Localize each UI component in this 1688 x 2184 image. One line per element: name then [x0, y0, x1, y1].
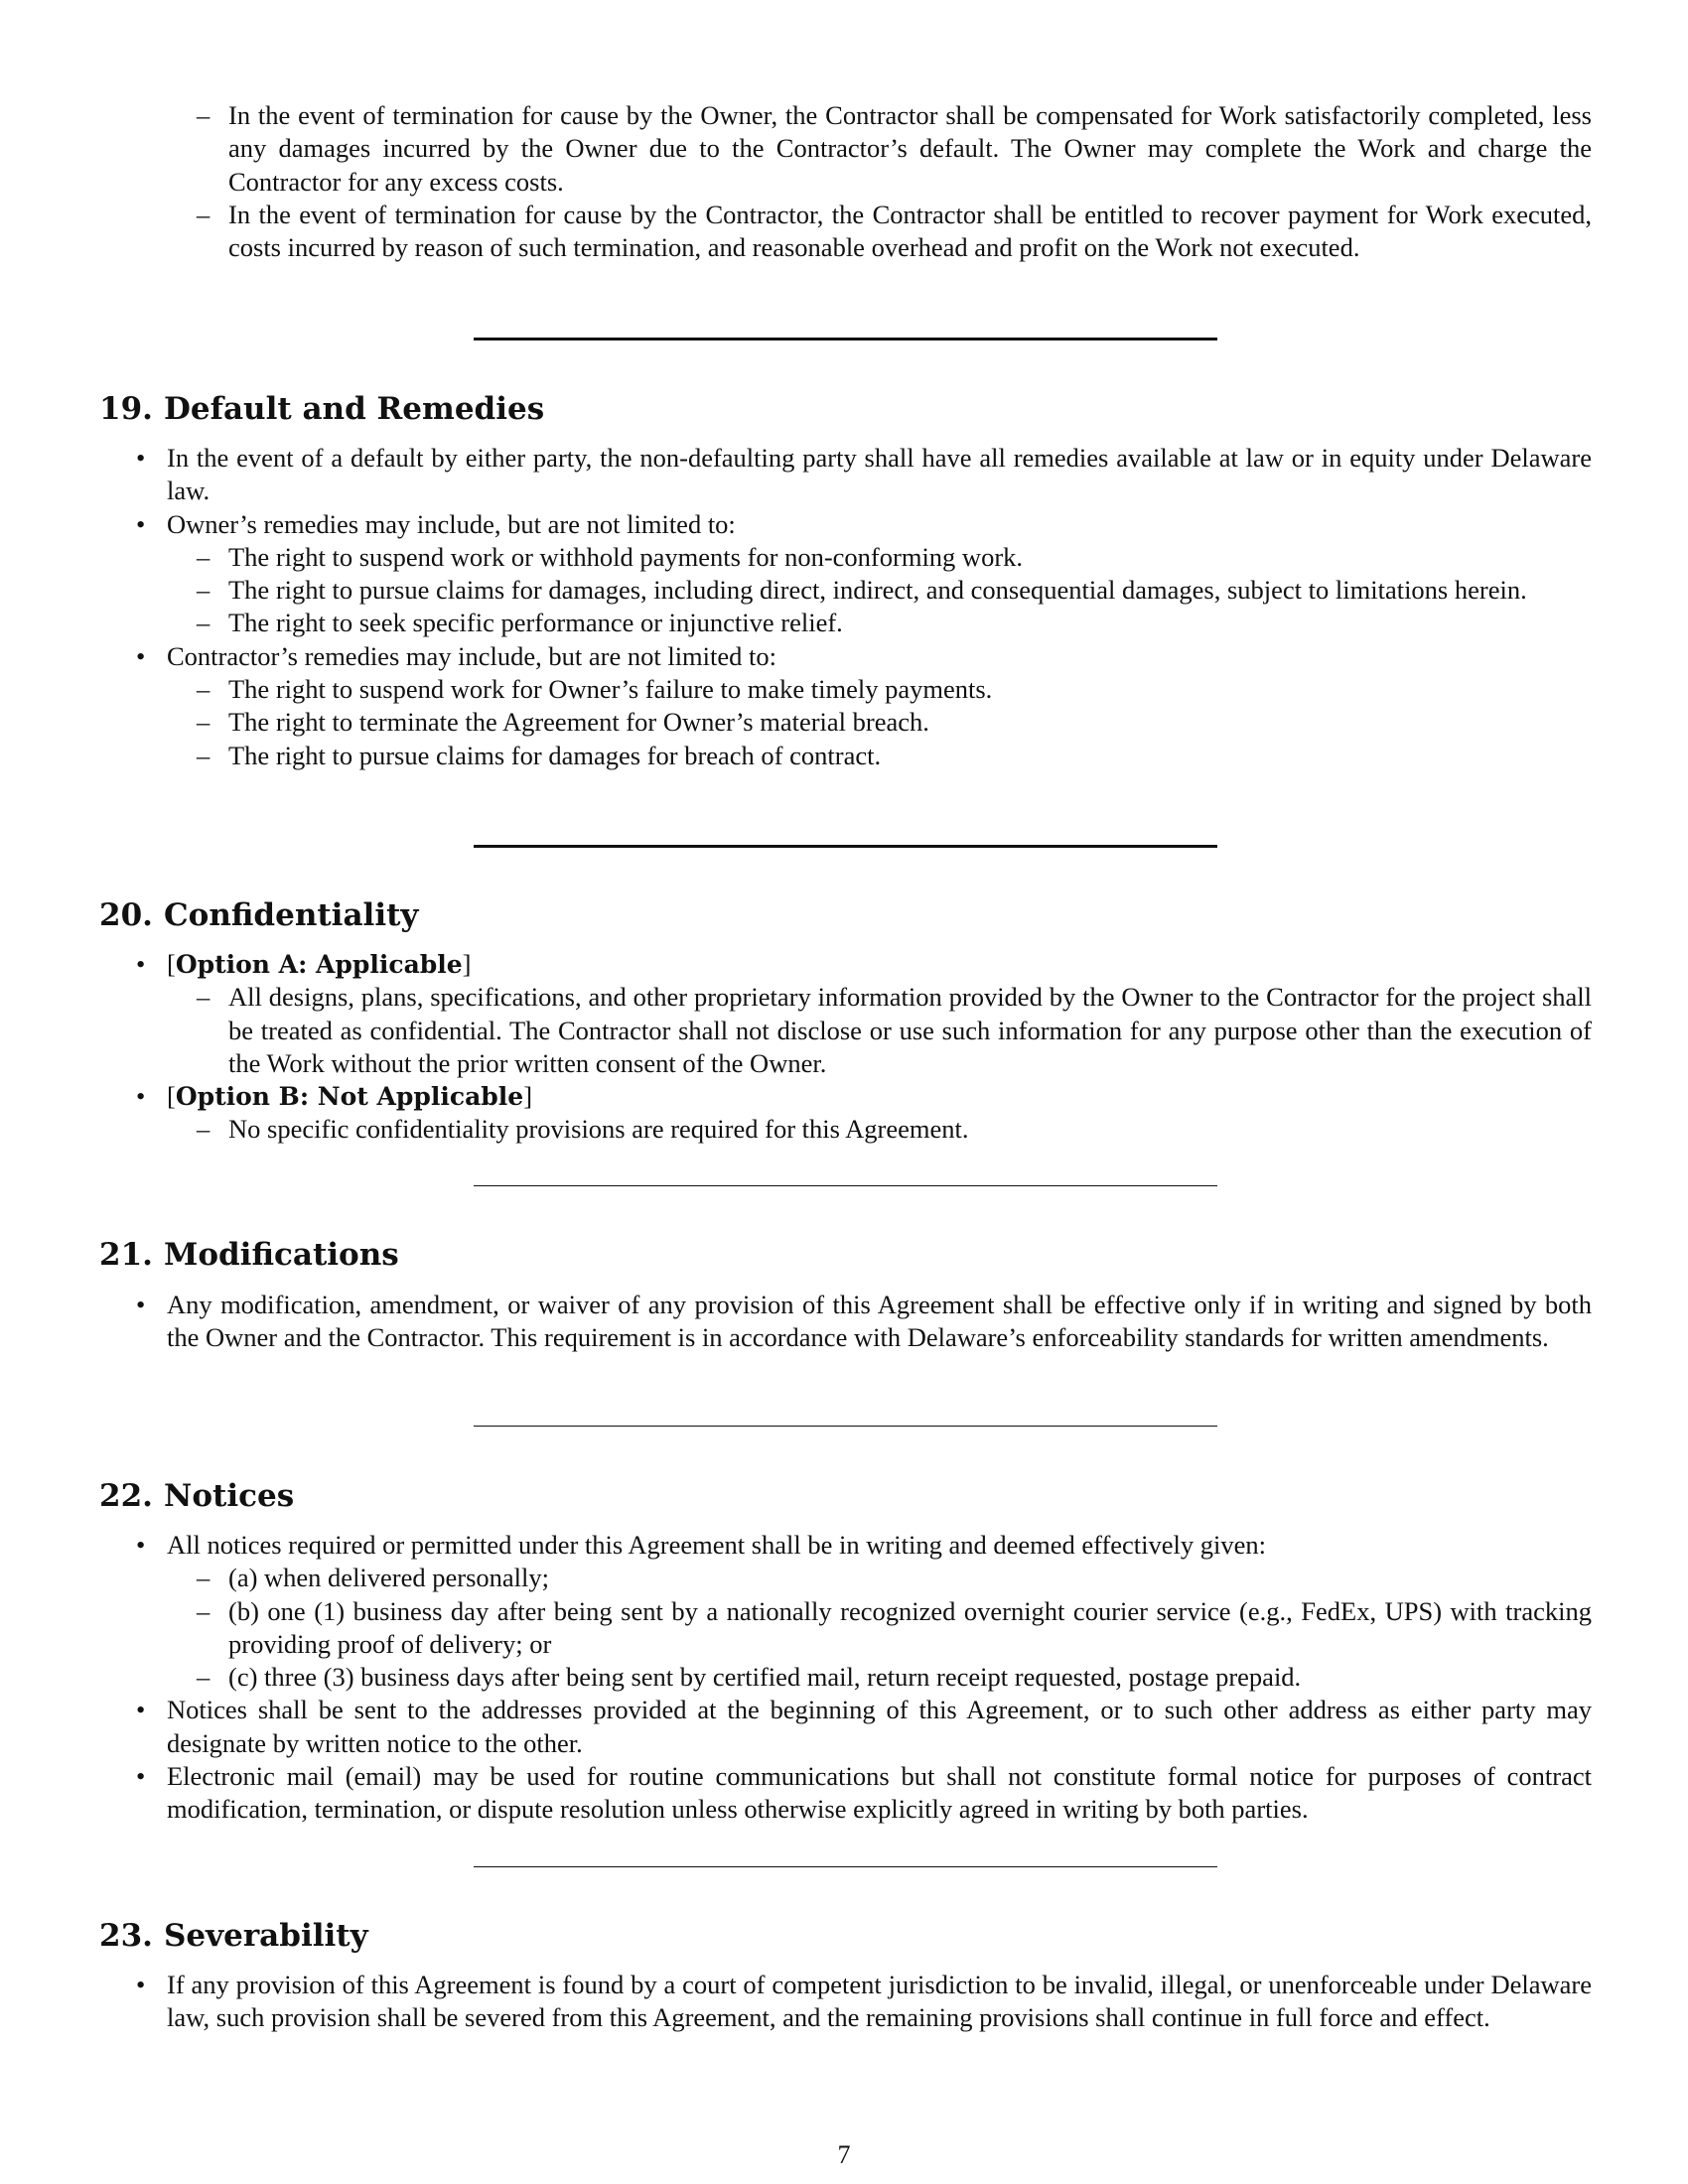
page-number: 7	[837, 2140, 851, 2169]
list-item: – No specific confidentiality provisions are required for this Agreement.	[99, 1113, 1592, 1146]
section-20-body	[99, 948, 1592, 1147]
list-item: – The right to suspend work or withhold payments for non-conforming work.	[99, 541, 1592, 574]
list-item: – (b) one (1) business day after being sent by a nationally recognized overnight courier service (e.g., FedEx, UPS) with tracking providing proof of delivery; or	[99, 1595, 1592, 1662]
section-divider	[474, 1185, 1217, 1186]
list-item: • If any provision of this Agreement is found by a court of competent jurisdiction to be invalid, illegal, or unenforceable under Delaware law, such provision shall be severed from this Agreement, and the remaining provisions shall continue in full force and effect.	[99, 1969, 1592, 2035]
section-divider	[474, 338, 1217, 341]
section-21-body	[99, 1289, 1592, 1355]
section-22-body	[99, 1529, 1592, 1827]
list-item: – All designs, plans, specifications, and other proprietary information provided by the Owner to the Contractor for the project shall be treated as confidential. The Contractor shall not disclose or use such information for any purpose other than the execution of the Work without the prior written consent of the Owner.	[99, 981, 1592, 1080]
list-item: • All notices required or permitted under this Agreement shall be in writing and deemed effectively given:	[99, 1529, 1592, 1562]
section-heading-20: 20. Confidentiality	[99, 897, 419, 933]
list-item: – In the event of termination for cause by the Owner, the Contractor shall be compensated for Work satisfactorily completed, less any damages incurred by the Owner due to the Contractor’s default. The Owner may complete the Work and charge the Contractor for any excess costs.	[99, 99, 1592, 199]
list-item: – In the event of termination for cause by the Contractor, the Contractor shall be entitled to recover payment for Work executed, costs incurred by reason of such termination, and reasonable overhead and profit on the Work not executed.	[99, 199, 1592, 265]
option-a-label: • [Option A: Applicable]	[99, 948, 1592, 981]
list-item: – The right to pursue claims for damages for breach of contract.	[99, 740, 1592, 772]
section-heading-21: 21. Modifications	[99, 1237, 399, 1273]
list-item: – The right to pursue claims for damages, including direct, indirect, and consequential damages, subject to limitations herein.	[99, 574, 1592, 607]
list-item: • In the event of a default by either party, the non-defaulting party shall have all remedies available at law or in equity under Delaware law.	[99, 442, 1592, 508]
option-b-label: • [Option B: Not Applicable]	[99, 1080, 1592, 1113]
section-19-body	[99, 442, 1592, 772]
list-item: – The right to suspend work for Owner’s failure to make timely payments.	[99, 673, 1592, 706]
section-heading-23: 23. Severability	[99, 1918, 368, 1954]
section-23-body	[99, 1969, 1592, 2035]
list-item: • Notices shall be sent to the addresses provided at the beginning of this Agreement, or to such other address as either party may designate by written notice to the other.	[99, 1694, 1592, 1760]
list-item: – The right to terminate the Agreement for Owner’s material breach.	[99, 706, 1592, 739]
section-heading-19: 19. Default and Remedies	[99, 391, 545, 427]
list-item: – (c) three (3) business days after being sent by certified mail, return receipt requested, postage prepaid.	[99, 1661, 1592, 1694]
section-divider	[474, 845, 1217, 848]
list-item: • Owner’s remedies may include, but are not limited to:	[99, 508, 1592, 541]
list-item: • Contractor’s remedies may include, but are not limited to:	[99, 640, 1592, 673]
section-divider	[474, 1426, 1217, 1427]
list-item: • Any modification, amendment, or waiver of any provision of this Agreement shall be effective only if in writing and signed by both the Owner and the Contractor. This requirement is in accordance with Delaware’s enforceability standards for written amendments.	[99, 1289, 1592, 1355]
list-item: • Electronic mail (email) may be used for routine communications but shall not constitute formal notice for purposes of contract modification, termination, or dispute resolution unless otherwise explicitly agreed in writing by both parties.	[99, 1760, 1592, 1827]
section-divider	[474, 1866, 1217, 1867]
termination-continuation	[99, 99, 1592, 264]
list-item: – The right to seek specific performance or injunctive relief.	[99, 607, 1592, 639]
list-item: – (a) when delivered personally;	[99, 1562, 1592, 1594]
section-heading-22: 22. Notices	[99, 1478, 295, 1514]
